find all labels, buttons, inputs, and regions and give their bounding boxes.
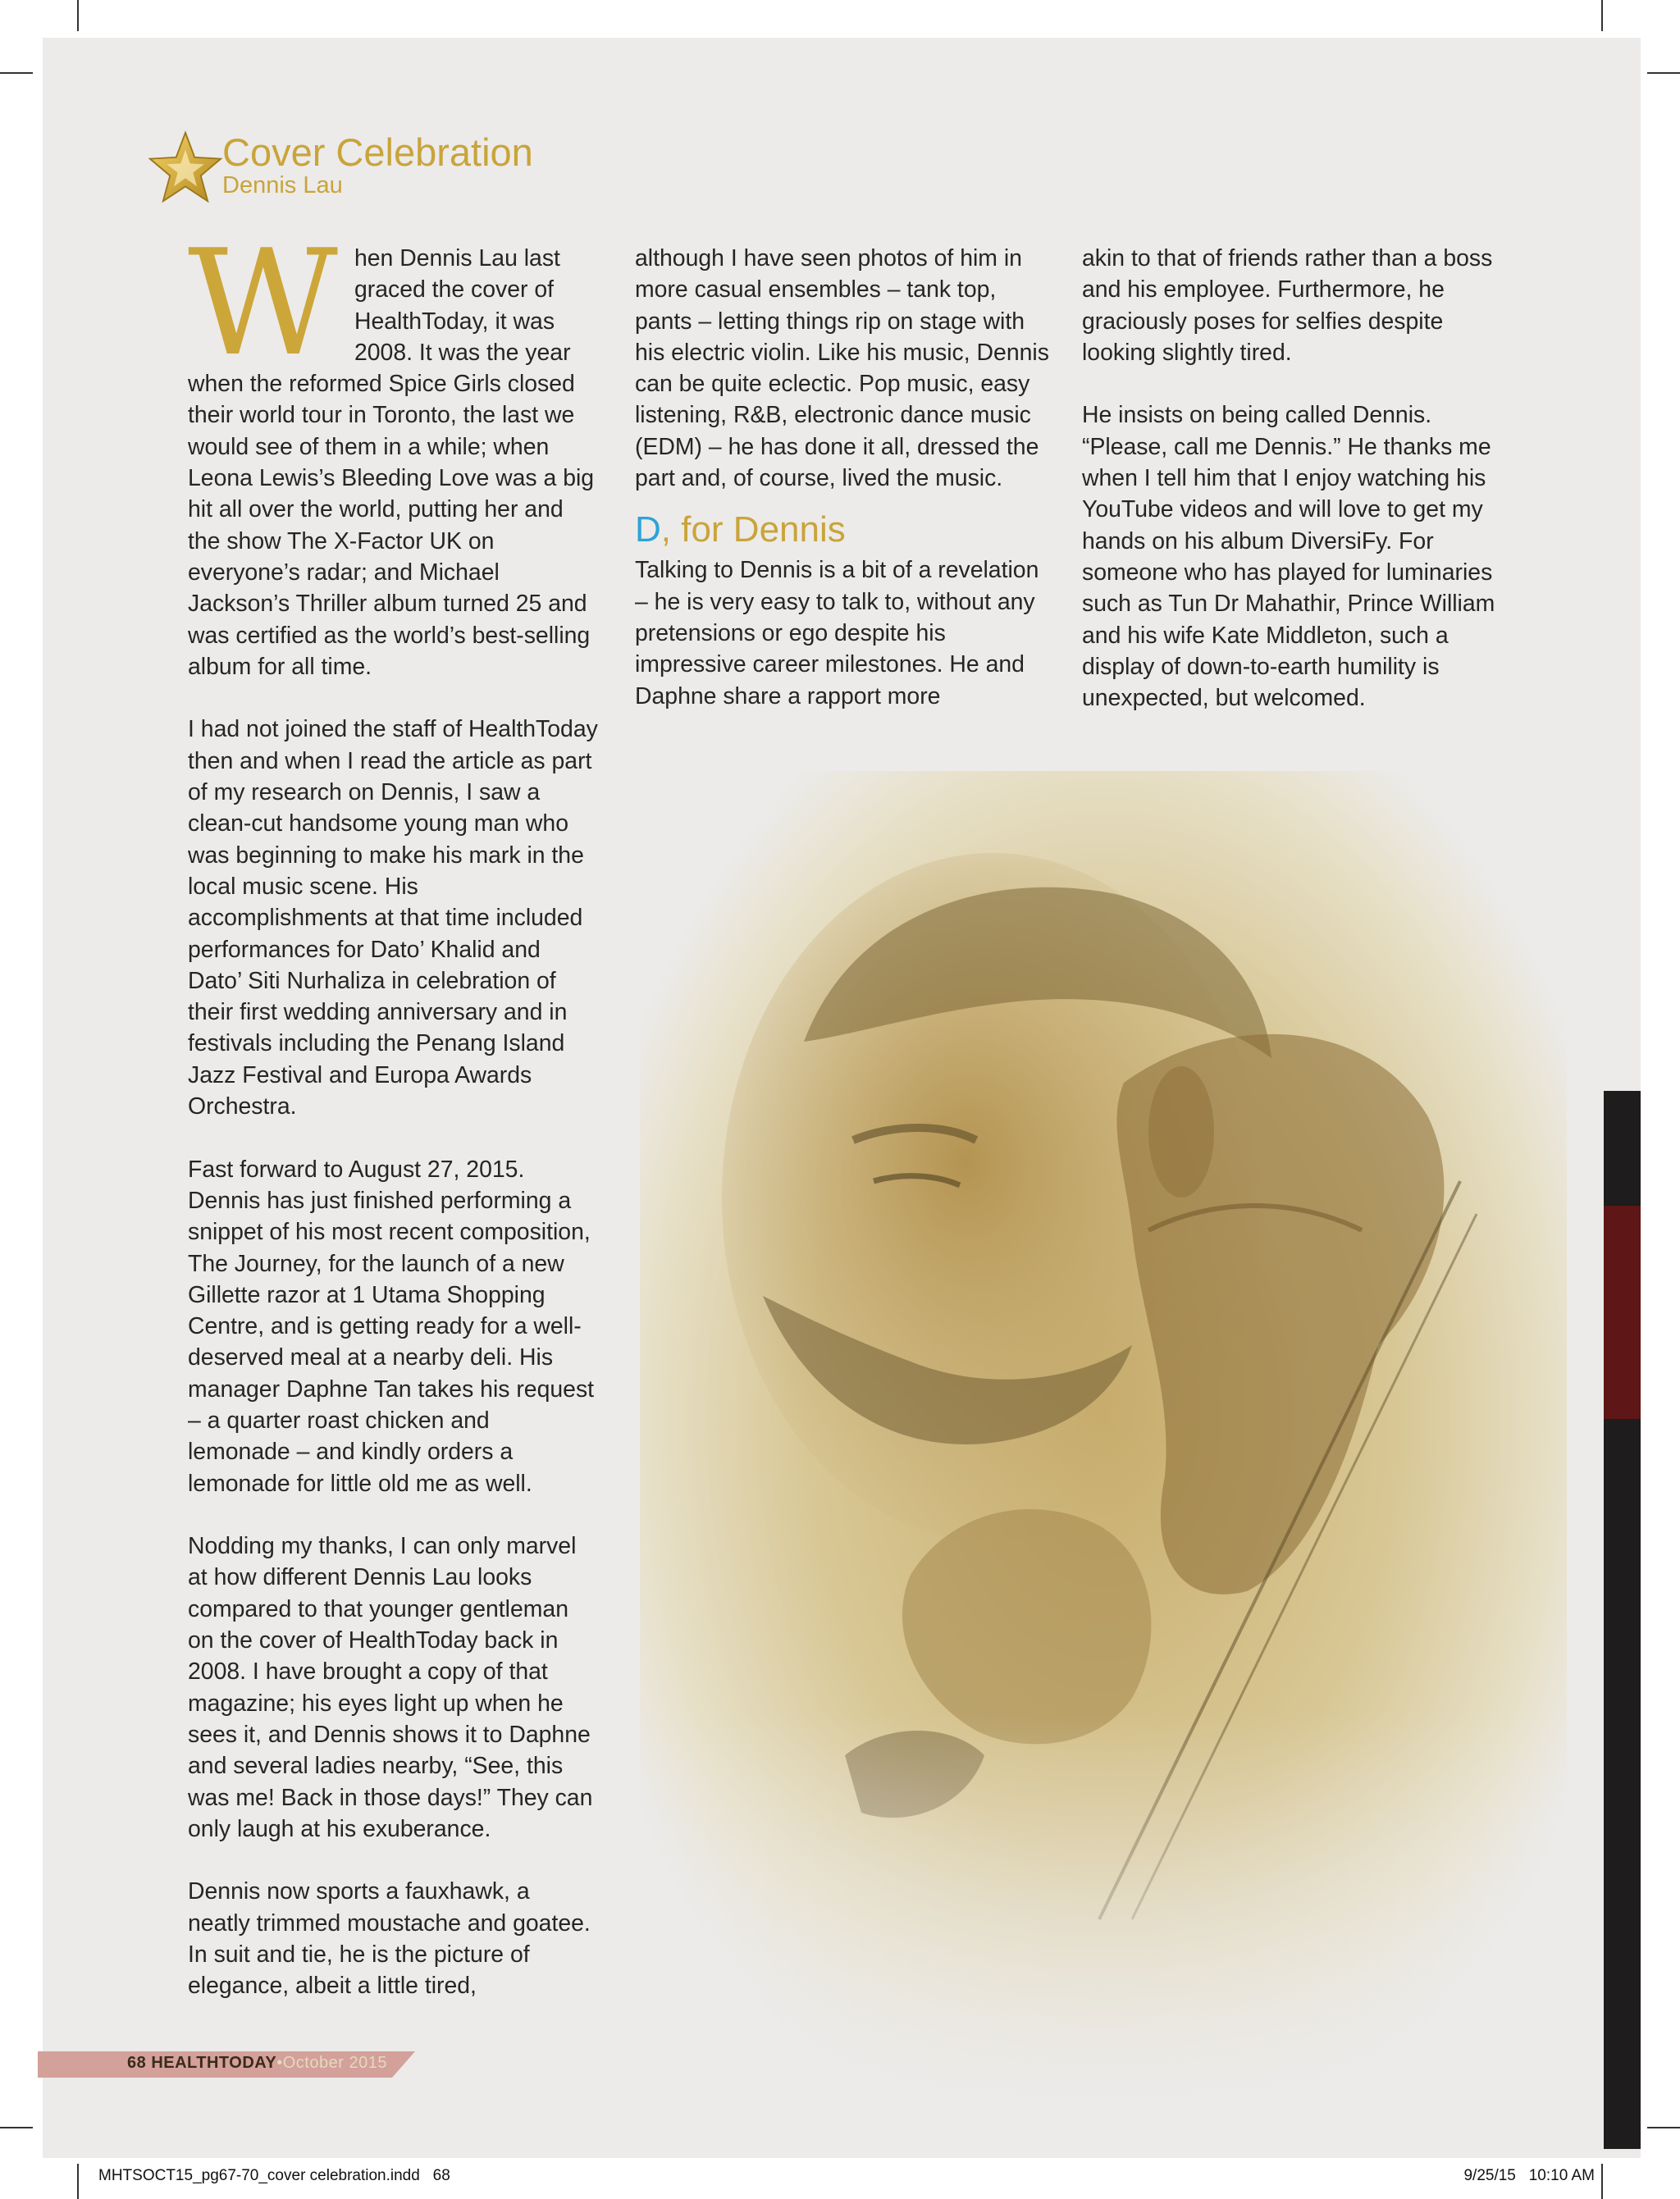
section-title: Cover Celebration xyxy=(222,130,533,174)
page-number: 68 xyxy=(127,2054,147,2072)
paragraph: I had not joined the staff of HealthToday then and when I read the article as part of my research on Dennis, I saw a clean-cut handsome young man who was beginning to make his mark in the local music scene. His accomplishments at that time included performances for Dato’ Khalid and Dato’ Siti Nurhaliza in celebration of their first wedding anniversary and in festivals including the Penang Island Jazz Festival and Europa Awards Orchestra. xyxy=(188,716,598,1120)
crop-mark xyxy=(77,2164,79,2199)
paragraph: although I have seen photos of him in more casual ensembles – tank top, pants – letting things rip on stage with his electric violin. Like his music, Dennis can be quite eclectic. Pop music, easy listening, R&B, electronic dance music (EDM) – he has done it all, dressed the part and, of course, lived the music. xyxy=(635,245,1049,492)
star-icon xyxy=(146,130,225,203)
footer-label xyxy=(127,2054,387,2073)
article-column-2 xyxy=(635,243,1053,743)
subheading xyxy=(635,510,1053,550)
crop-mark xyxy=(77,0,79,31)
crop-mark xyxy=(1647,72,1680,74)
portrait-photo xyxy=(640,771,1567,2116)
drop-cap: W xyxy=(188,218,338,388)
paragraph xyxy=(188,218,598,682)
article-column-1 xyxy=(188,218,598,2033)
paragraph: Talking to Dennis is a bit of a revelation – he is very easy to talk to, without any pretensions or ego despite his impressive career milestones. He and Daphne share a rapport more xyxy=(635,557,1039,709)
adjacent-page-edge-red xyxy=(1604,1206,1641,1419)
section-subtitle: Dennis Lau xyxy=(222,172,343,198)
subheading-text: , for Dennis xyxy=(660,509,846,550)
paragraph: akin to that of friends rather than a boss and his employee. Furthermore, he graciously poses for selfies despite looking slightly tired. xyxy=(1082,245,1493,366)
paragraph-text: hen Dennis Lau last graced the cover of HealthToday, it was 2008. It was the year when the reformed Spice Girls closed their world tour in Toronto, the last we would see of them in a while; when Leona Lewis’s Bleeding Love was a big hit all over the world, putting her and the show The X-Factor UK on everyone’s radar; and Michael Jackson’s Thriller album turned 25 and was certified as the world’s best-selling album for all time. xyxy=(188,245,595,680)
article-column-3 xyxy=(1082,243,1500,746)
timestamp-slug: 9/25/15 10:10 AM xyxy=(1463,2167,1595,2184)
subheading-letter: D xyxy=(635,509,661,550)
crop-mark xyxy=(0,2127,33,2128)
crop-mark xyxy=(1647,2127,1680,2128)
magazine-name: HEALTHTODAY xyxy=(151,2054,277,2072)
crop-mark xyxy=(1601,2164,1603,2199)
crop-mark xyxy=(0,72,33,74)
paragraph: Nodding my thanks, I can only marvel at how different Dennis Lau looks compared to that younger gentleman on the cover of HealthToday back in 2008. I have brought a copy of that magazine; his eyes light up when he sees it, and Dennis shows it to Daphne and several ladies nearby, “See, this was me! Back in those days!” They can only laugh at his exuberance. xyxy=(188,1533,593,1842)
paragraph: Fast forward to August 27, 2015. Dennis has just finished performing a snippet of his most recent composition, The Journey, for the launch of a new Gillette razor at 1 Utama Shopping Centre, and is getting ready for a well-deserved meal at a nearby deli. His manager Daphne Tan takes his request – a quarter roast chicken and lemonade – and kindly orders a lemonade for little old me as well. xyxy=(188,1156,595,1497)
issue-date: •October 2015 xyxy=(276,2054,387,2072)
file-slug: MHTSOCT15_pg67-70_cover celebration.indd 68 xyxy=(98,2167,450,2184)
paragraph: Dennis now sports a fauxhawk, a neatly trimmed moustache and goatee. In suit and tie, he is the picture of elegance, albeit a little tired, xyxy=(188,1878,591,2000)
crop-mark xyxy=(1601,0,1603,31)
paragraph: He insists on being called Dennis. “Please, call me Dennis.” He thanks me when I tell him that I enjoy watching his YouTube videos and will love to get my hands on his album DiversiFy. For someone who has played for luminaries such as Tun Dr Mahathir, Prince William and his wife Kate Middleton, such a display of down-to-earth humility is unexpected, but welcomed. xyxy=(1082,402,1495,712)
